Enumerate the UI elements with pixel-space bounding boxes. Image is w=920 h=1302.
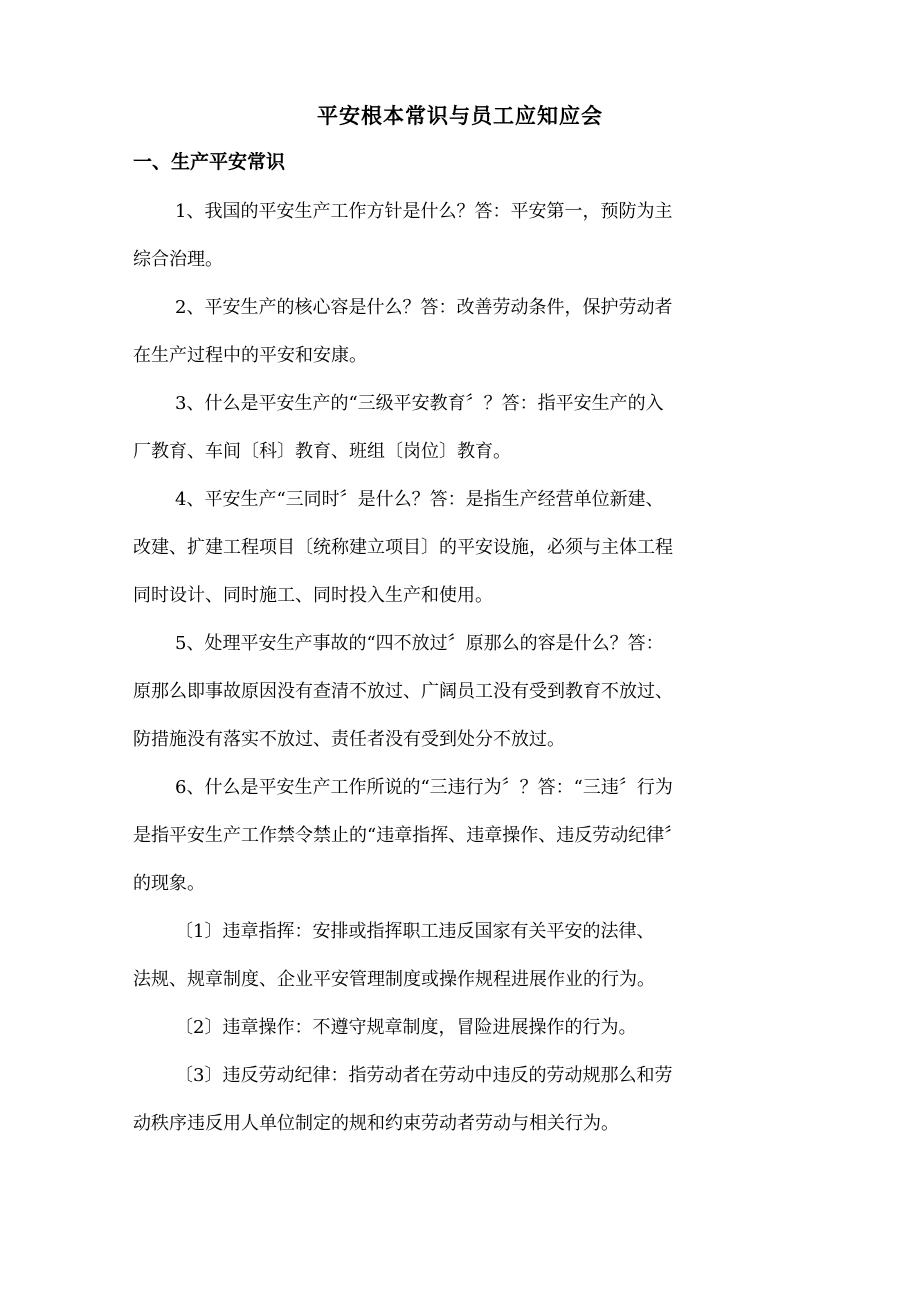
q2-line-2: 在生产过程中的平安和安康。 [133, 345, 367, 366]
item3-line-1: 〔3〕违反劳动纪律：指劳动者在劳动中违反的劳动规那么和劳 [175, 1065, 673, 1086]
q4-line-1: 4、平安生产“三同时〞是什么？答：是指生产经营单位新建、 [175, 489, 664, 510]
q5-line-3: 防措施没有落实不放过、责任者没有受到处分不放过。 [133, 729, 565, 750]
item1-line-2: 法规、规章制度、企业平安管理制度或操作规程进展作业的行为。 [133, 969, 655, 990]
item1-line-1: 〔1〕违章指挥：安排或指挥职工违反国家有关平安的法律、 [175, 921, 655, 942]
item2-line-1: 〔2〕违章操作：不遵守规章制度，冒险进展操作的行为。 [175, 1017, 637, 1038]
q5-line-2: 原那么即事故原因没有查清不放过、广阔员工没有受到教育不放过、 [133, 681, 673, 702]
q6-line-2: 是指平安生产工作禁令禁止的“违章指挥、违章操作、违反劳动纪律〞 [133, 825, 683, 846]
q5-line-1: 5、处理平安生产事故的“四不放过〞原那么的容是什么？答： [175, 633, 664, 654]
q3-line-2: 厂教育、车间〔科〕教育、班组〔岗位〕教育。 [133, 441, 511, 462]
q6-line-3: 的现象。 [133, 873, 205, 894]
q6-line-1: 6、什么是平安生产工作所说的“三违行为〞？答：“三违〞行为 [175, 777, 673, 798]
item3-line-2: 动秩序违反用人单位制定的规和约束劳动者劳动与相关行为。 [133, 1113, 619, 1134]
q4-line-2: 改建、扩建工程项目〔统称建立项目〕的平安设施，必须与主体工程 [133, 537, 673, 558]
q4-line-3: 同时设计、同时施工、同时投入生产和使用。 [133, 585, 493, 606]
q1-line-2: 综合治理。 [133, 249, 223, 270]
q1-line-1: 1、我国的平安生产工作方针是什么？答：平安第一，预防为主 [175, 201, 673, 222]
q3-line-1: 3、什么是平安生产的“三级平安教育〞？答：指平安生产的入 [175, 393, 664, 414]
section-heading: 一、生产平安常识 [133, 151, 286, 173]
document-title: 平安根本常识与员工应知应会 [317, 103, 603, 128]
q2-line-1: 2、平安生产的核心容是什么？答：改善劳动条件，保护劳动者 [175, 297, 673, 318]
